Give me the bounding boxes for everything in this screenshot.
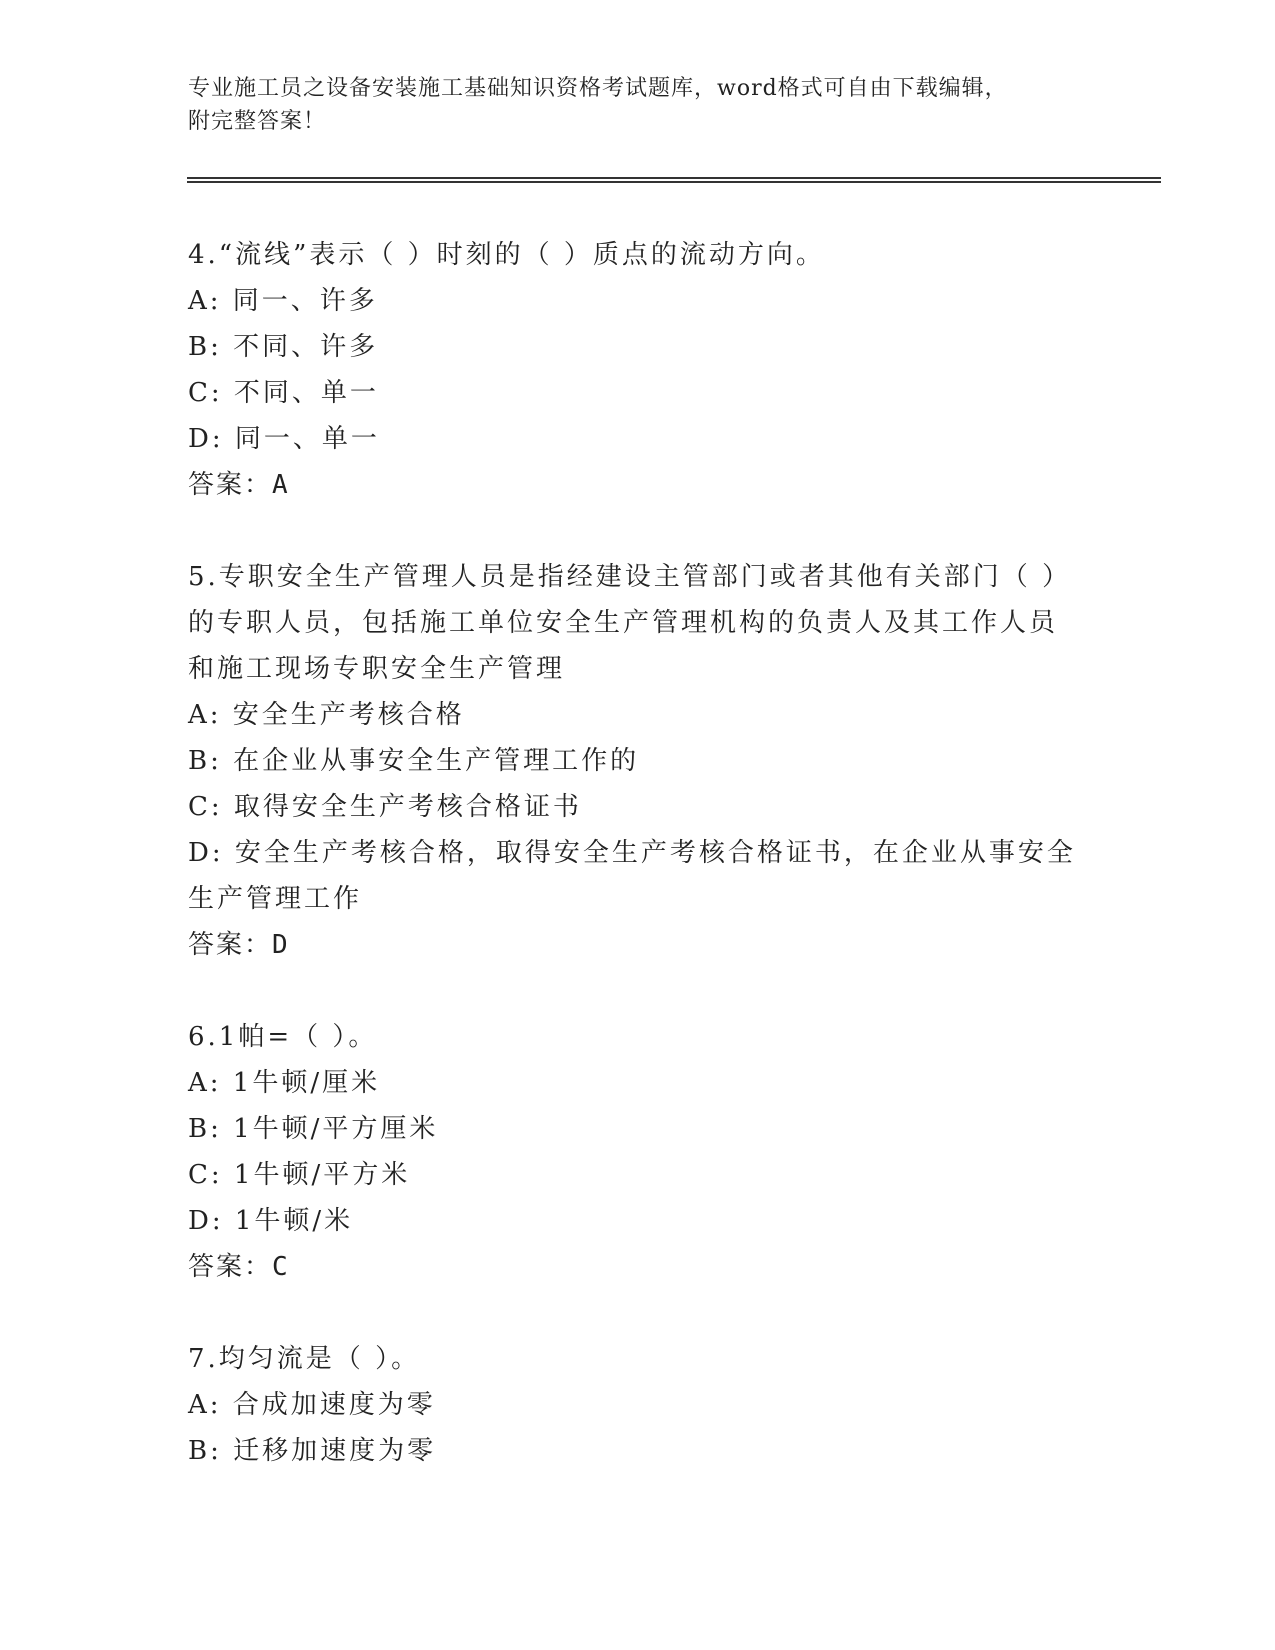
answer-line — [188, 462, 1088, 508]
option-a: A: 合成加速度为零 — [188, 1390, 436, 1420]
option-a: A: 同一、许多 — [188, 286, 378, 316]
answer-value: A — [272, 470, 289, 500]
option-d-line-2: 生产管理工作 — [188, 884, 363, 914]
answer-line — [188, 922, 1088, 968]
option-d-line-1: D: 安全生产考核合格，取得安全生产考核合格证书，在企业从事安全 — [188, 838, 1076, 868]
question-stem: 4.“流线”表示（ ）时刻的（ ）质点的流动方向。 — [188, 240, 825, 270]
header-double-rule — [187, 177, 1161, 183]
question-7 — [188, 1336, 1088, 1474]
document-header — [188, 72, 1068, 138]
option-b: B: 不同、许多 — [188, 332, 379, 362]
answer-line — [188, 1244, 1088, 1290]
header-line-2: 附完整答案！ — [188, 109, 327, 134]
question-6 — [188, 1014, 1088, 1290]
question-stem-line-2: 的专职人员，包括施工单位安全生产管理机构的负责人及其工作人员 — [188, 608, 1059, 638]
option-c: C: 不同、单一 — [188, 378, 379, 408]
question-stem: 6.1帕=（ ）。 — [188, 1022, 378, 1052]
answer-label: 答案： — [188, 470, 273, 500]
option-b: B: 在企业从事安全生产管理工作的 — [188, 746, 640, 776]
question-stem: 7.均匀流是（ ）。 — [188, 1344, 421, 1374]
answer-label: 答案： — [188, 1252, 273, 1282]
option-a: A: 1牛顿/厘米 — [188, 1068, 381, 1098]
answer-label: 答案： — [188, 930, 273, 960]
option-d: D: 1牛顿/米 — [188, 1206, 354, 1236]
option-b: B: 迁移加速度为零 — [188, 1436, 437, 1466]
option-b: B: 1牛顿/平方厘米 — [188, 1114, 439, 1144]
question-list — [188, 232, 1088, 1520]
answer-value: D — [272, 930, 289, 960]
answer-value: C — [272, 1252, 289, 1282]
option-c: C: 1牛顿/平方米 — [188, 1160, 411, 1190]
option-c: C: 取得安全生产考核合格证书 — [188, 792, 582, 822]
option-a: A: 安全生产考核合格 — [188, 700, 465, 730]
question-4 — [188, 232, 1088, 508]
question-stem-line-3: 和施工现场专职安全生产管理 — [188, 654, 566, 684]
question-5 — [188, 554, 1088, 968]
question-stem-line-1: 5.专职安全生产管理人员是指经建设主管部门或者其他有关部门（ ） — [188, 562, 1072, 592]
header-line-1: 专业施工员之设备安装施工基础知识资格考试题库，word格式可自由下载编辑， — [188, 76, 1008, 101]
option-d: D: 同一、单一 — [188, 424, 380, 454]
